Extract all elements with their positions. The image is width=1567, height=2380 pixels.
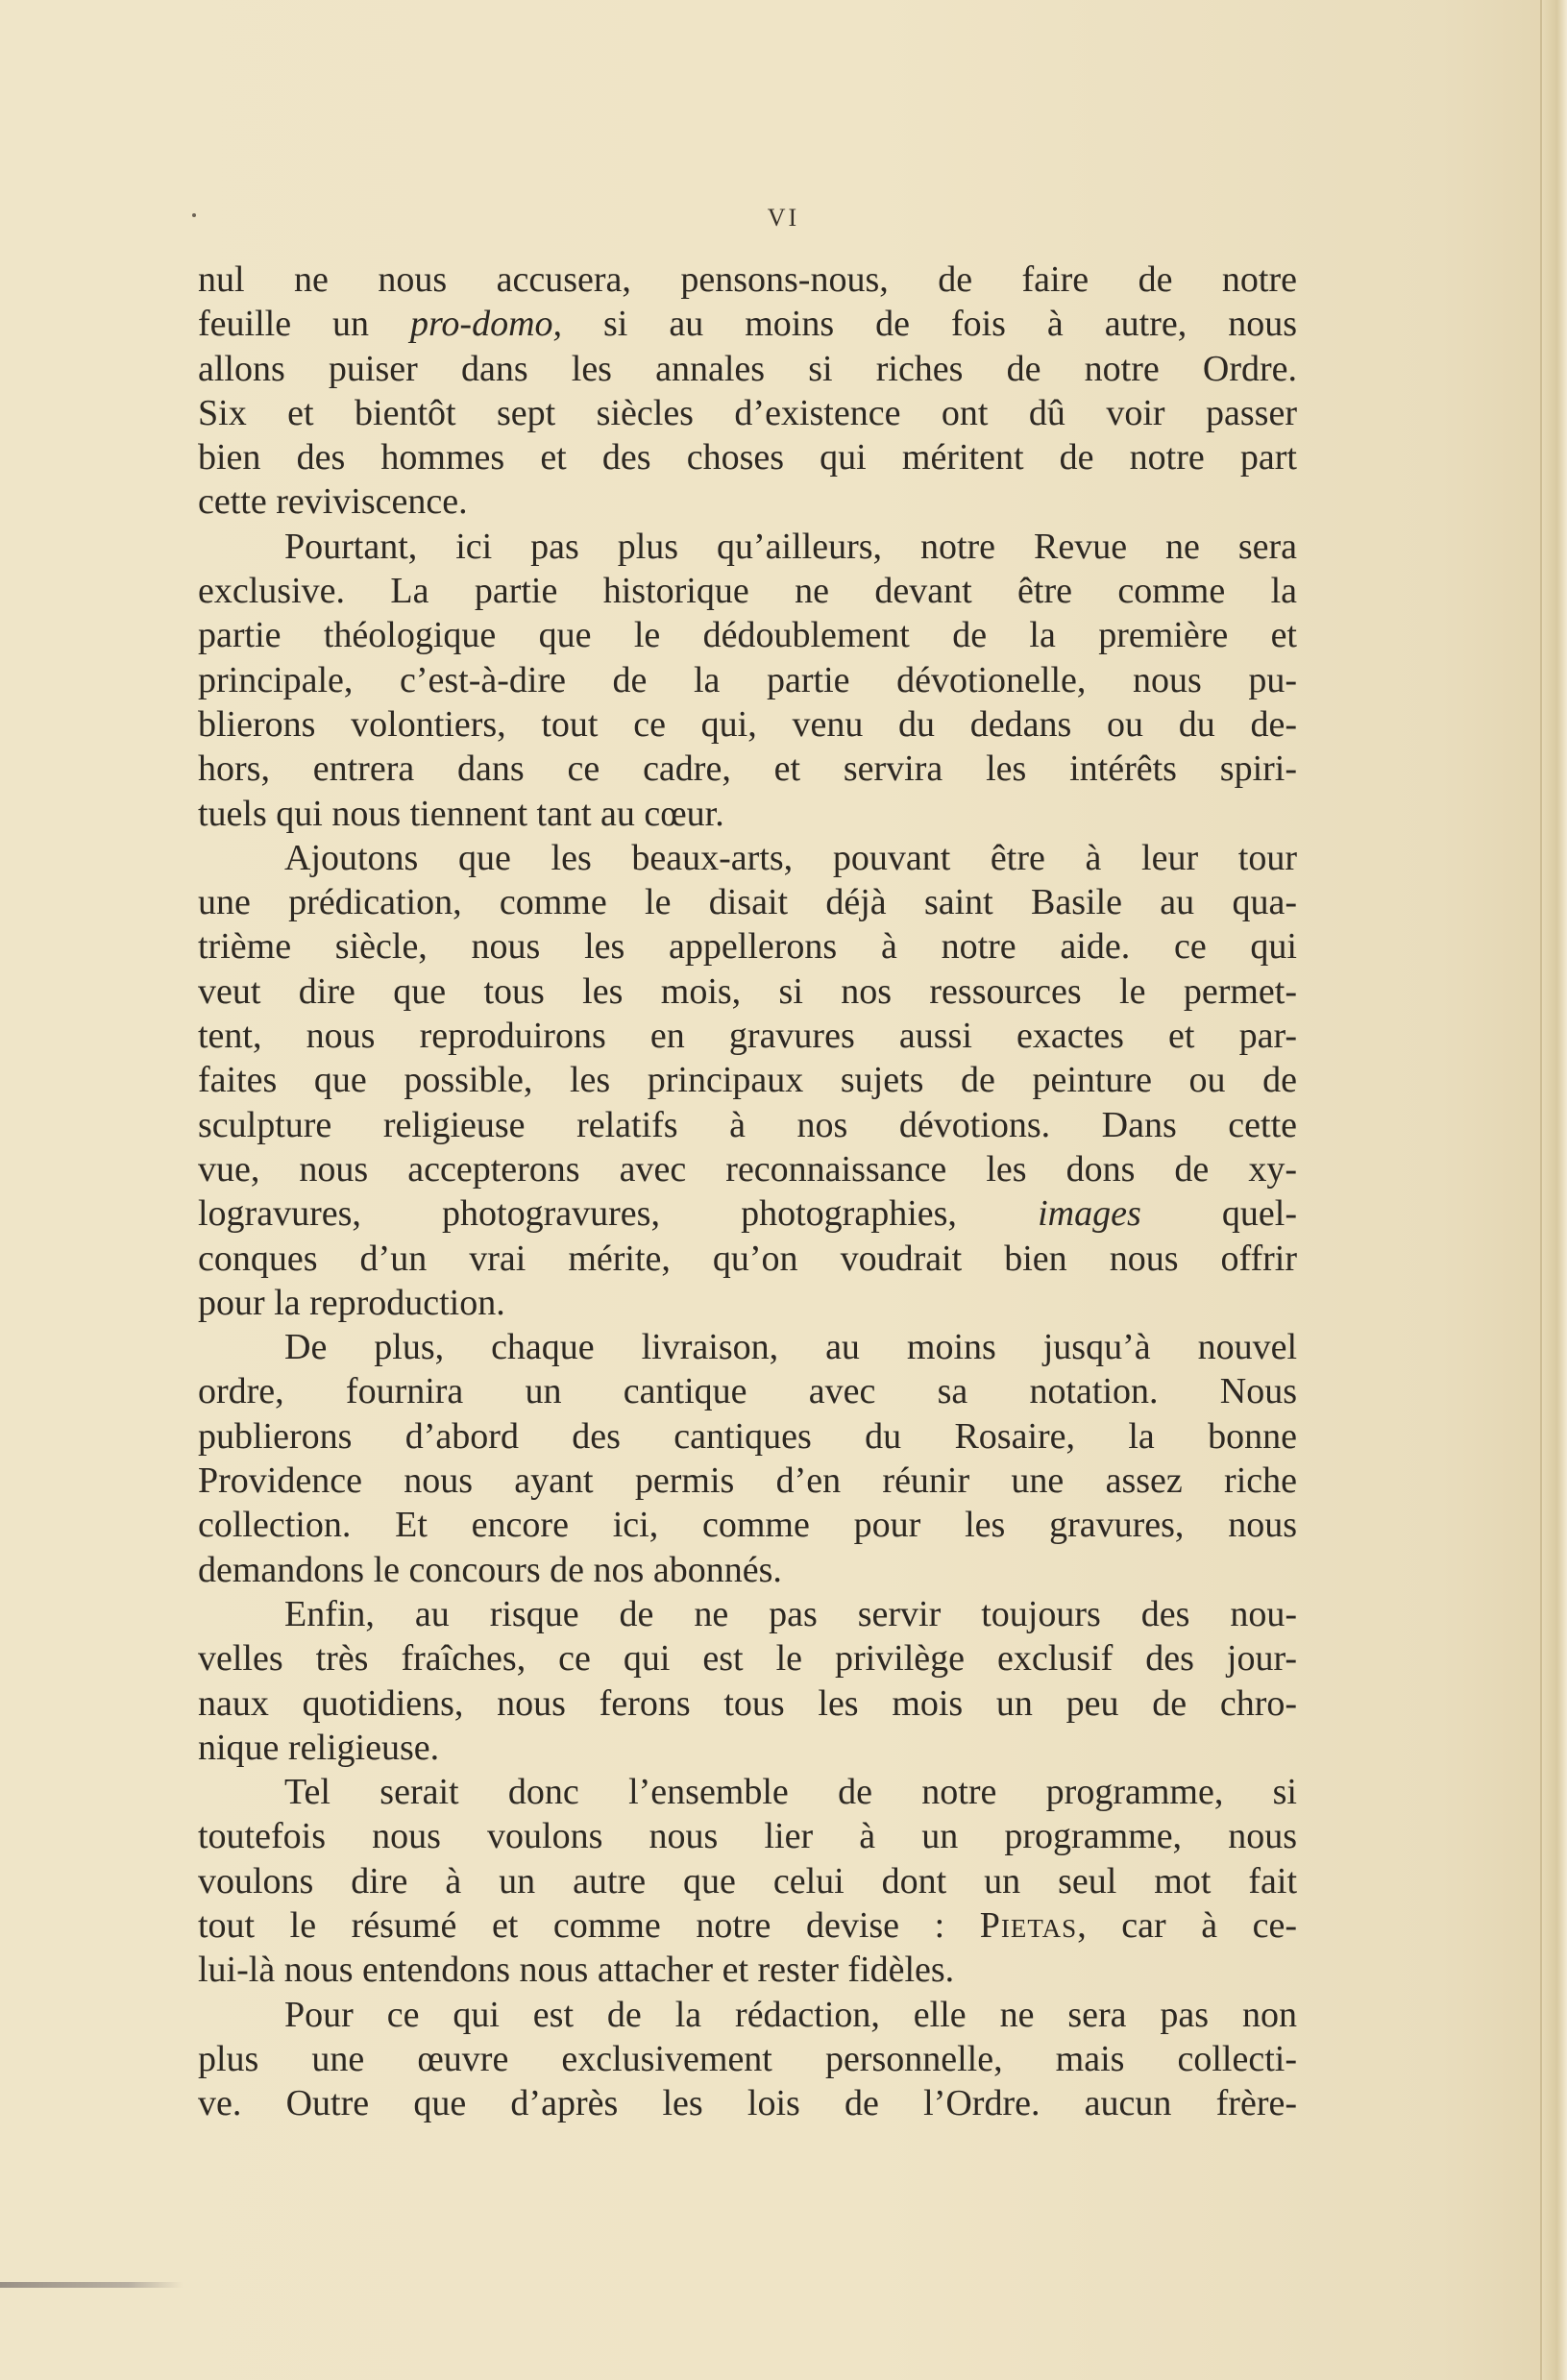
text-line: toutefois nous voulons nous lier à un programme, nous bbox=[198, 1816, 1297, 1857]
text-segment: , car à ce- bbox=[1077, 1904, 1297, 1946]
text-line bbox=[198, 1903, 1297, 1948]
text-line: nique religieuse. bbox=[198, 1727, 440, 1768]
text-line: velles très fraîches, ce qui est le privilège exclusif des jour- bbox=[198, 1638, 1297, 1680]
text-line: une prédication, comme le disait déjà saint Basile au qua- bbox=[198, 882, 1297, 923]
text-segment: quel- bbox=[1140, 1193, 1297, 1235]
small-caps-term: Pietas bbox=[979, 1904, 1078, 1946]
text-segment: feuille un bbox=[198, 304, 411, 345]
italic-term: images bbox=[1038, 1193, 1141, 1235]
text-line: publierons d’abord des cantiques du Rosaire, la bonne bbox=[198, 1415, 1297, 1457]
text-segment: tout le résumé et comme notre devise : bbox=[198, 1904, 980, 1946]
paragraph-first-line: Enfin, au risque de ne pas servir toujours des nou- bbox=[284, 1593, 1297, 1634]
bottom-rule bbox=[0, 2282, 183, 2288]
text-line: trième siècle, nous les appellerons à notre aide. ce qui bbox=[198, 926, 1297, 968]
text-line: partie théologique que le dédoublement de la première et bbox=[198, 615, 1297, 656]
text-line: Six et bientôt sept siècles d’existence ont dû voir passer bbox=[198, 392, 1297, 433]
text-line: lui-là nous entendons nous attacher et rester fidèles. bbox=[198, 1950, 955, 1991]
text-line: principale, c’est-à-dire de la partie dévotionelle, nous pu- bbox=[198, 659, 1297, 700]
page-number: VI bbox=[767, 204, 800, 232]
text-line: veut dire que tous les mois, si nos ressources le permet- bbox=[198, 970, 1297, 1012]
page-edge bbox=[1540, 0, 1567, 2380]
text-line: exclusive. La partie historique ne devant être comme la bbox=[198, 571, 1297, 612]
text-line: naux quotidiens, nous ferons tous les mois un peu de chro- bbox=[198, 1682, 1297, 1724]
text-line: cette reviviscence. bbox=[198, 481, 468, 523]
text-line: faites que possible, les principaux sujets de peinture ou de bbox=[198, 1060, 1297, 1101]
text-line: plus une œuvre exclusivement personnelle, mais collecti- bbox=[198, 2038, 1297, 2079]
text-line: hors, entrera dans ce cadre, et servira les intérêts spiri- bbox=[198, 748, 1297, 790]
text-line: ve. Outre que d’après les lois de l’Ordre. aucun frère- bbox=[198, 2083, 1297, 2124]
italic-term: pro-domo, bbox=[410, 304, 563, 345]
text-segment: si au moins de fois à autre, nous bbox=[562, 304, 1297, 345]
text-line: tent, nous reproduirons en gravures aussi exactes et par- bbox=[198, 1016, 1297, 1057]
text-line: sculpture religieuse relatifs à nos dévotions. Dans cette bbox=[198, 1104, 1297, 1145]
text-line: conques d’un vrai mérite, qu’on voudrait bien nous offrir bbox=[198, 1238, 1297, 1279]
text-line bbox=[198, 302, 1297, 346]
text-line: nul ne nous accusera, pensons-nous, de faire de notre bbox=[198, 259, 1297, 300]
text-line: tuels qui nous tiennent tant au cœur. bbox=[198, 793, 724, 834]
text-line: collection. Et encore ici, comme pour les gravures, nous bbox=[198, 1505, 1297, 1546]
paragraph-first-line: Pourtant, ici pas plus qu’ailleurs, notre Revue ne sera bbox=[284, 526, 1297, 567]
text-line bbox=[198, 1191, 1297, 1236]
paragraph-first-line: Pour ce qui est de la rédaction, elle ne sera pas non bbox=[284, 1994, 1297, 2035]
paragraph-first-line: De plus, chaque livraison, au moins jusqu’à nouvel bbox=[284, 1327, 1297, 1368]
text-line: ordre, fournira un cantique avec sa notation. Nous bbox=[198, 1371, 1297, 1412]
text-line: pour la reproduction. bbox=[198, 1282, 505, 1323]
text-segment: logravures, photogravures, photographies, bbox=[198, 1193, 1039, 1235]
paragraph-first-line: Ajoutons que les beaux-arts, pouvant être à leur tour bbox=[284, 837, 1297, 878]
text-line: demandons le concours de nos abonnés. bbox=[198, 1549, 782, 1590]
body-text bbox=[198, 258, 1297, 2125]
text-line: blierons volontiers, tout ce qui, venu du dedans ou du de- bbox=[198, 703, 1297, 745]
text-line: allons puiser dans les annales si riches de notre Ordre. bbox=[198, 348, 1297, 389]
text-line: vue, nous accepterons avec reconnaissance les dons de xy- bbox=[198, 1148, 1297, 1190]
paragraph-first-line: Tel serait donc l’ensemble de notre programme, si bbox=[284, 1772, 1297, 1813]
text-line: Providence nous ayant permis d’en réunir une assez riche bbox=[198, 1460, 1297, 1502]
text-line: bien des hommes et des choses qui méritent de notre part bbox=[198, 437, 1297, 478]
text-line: voulons dire à un autre que celui dont un seul mot fait bbox=[198, 1860, 1297, 1902]
